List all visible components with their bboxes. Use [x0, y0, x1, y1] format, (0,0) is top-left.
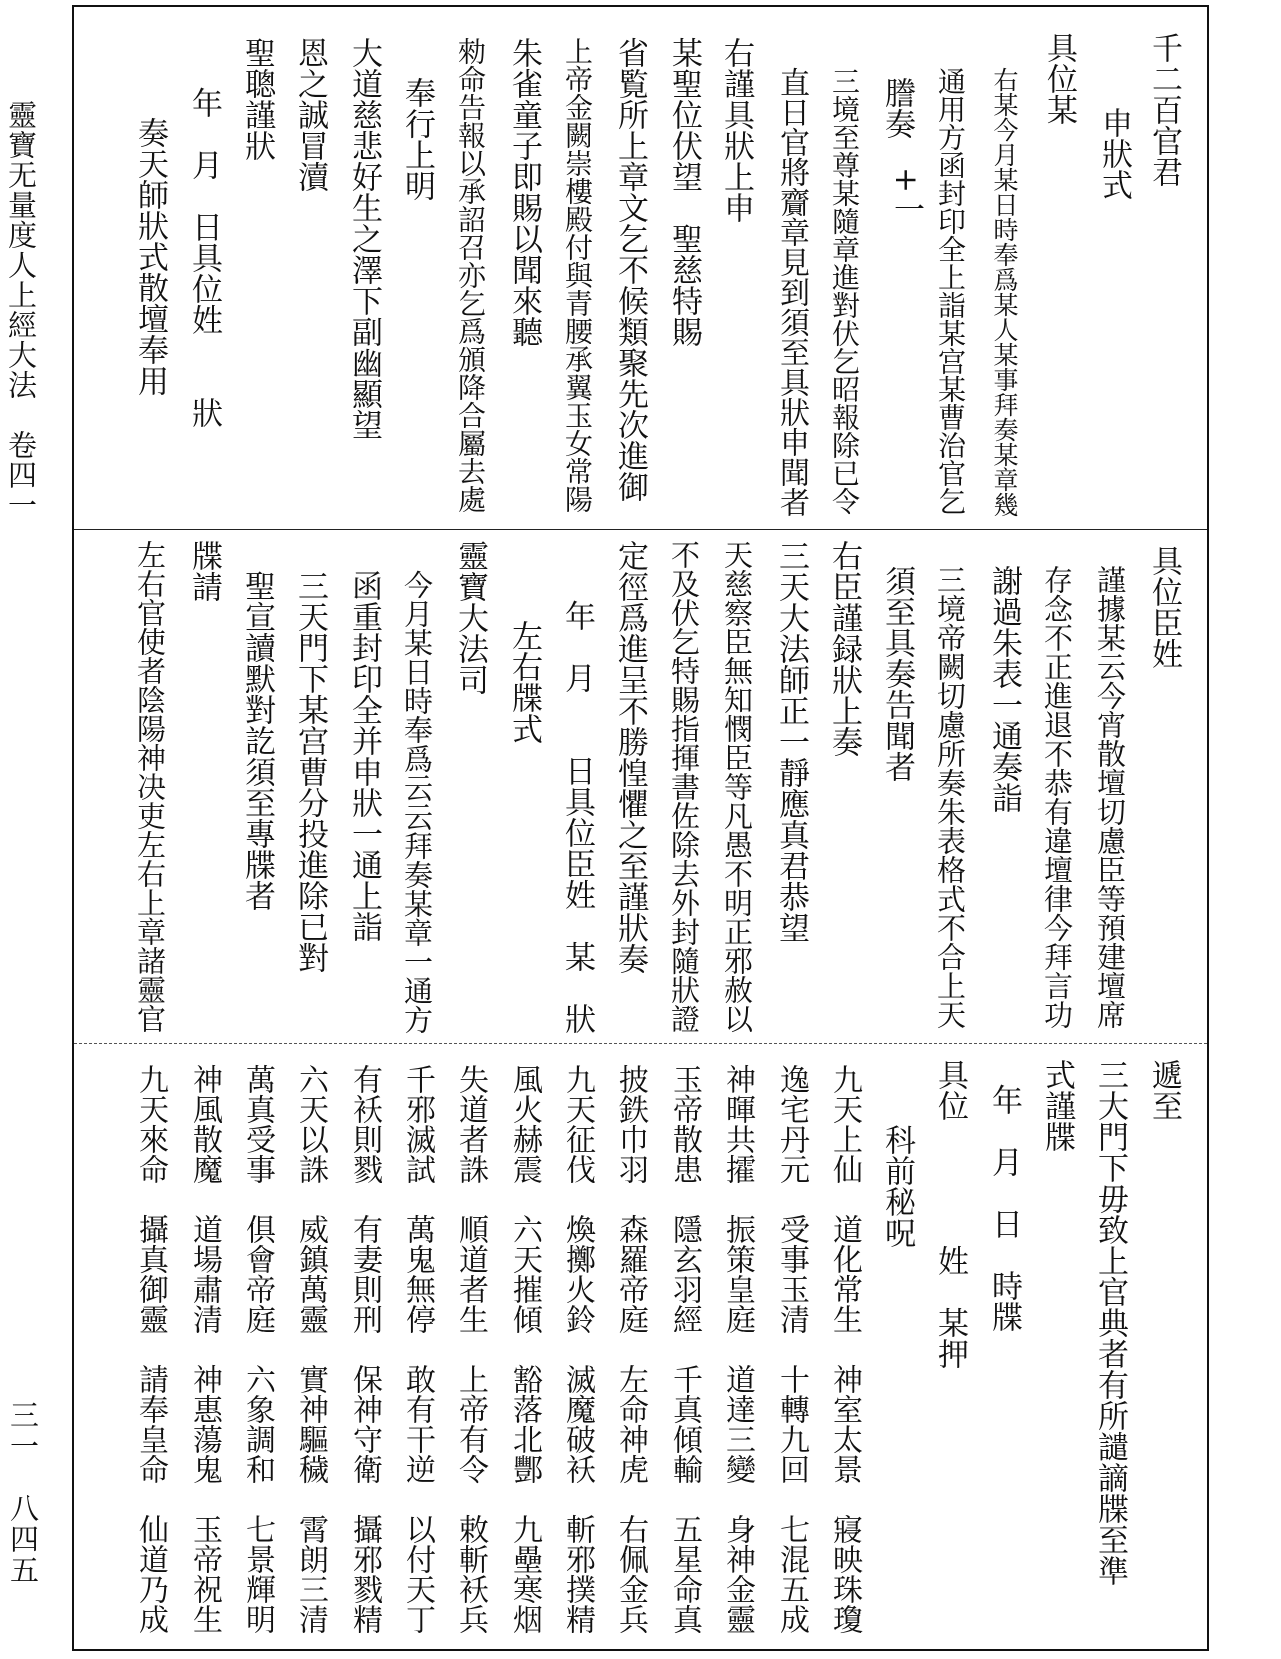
- text-column: 九天征伐 煥擲火鈴 滅魔破袄 斬邪撲精: [560, 1064, 595, 1634]
- text-column: 右謹具狀上申: [718, 37, 754, 223]
- text-column: 某聖位伏望 聖慈特賜: [666, 37, 702, 347]
- text-column: 九天來命 攝真御靈 請奉皇命 仙道乃成: [133, 1064, 168, 1634]
- text-column: 聖宣讀默對訖須至專牒者: [239, 570, 275, 911]
- text-column: 申狀式: [1096, 107, 1132, 200]
- text-column: 具位臣姓: [1146, 545, 1182, 669]
- text-column: 通用方函封印全上詣某宫某曹治官乞: [934, 67, 967, 515]
- text-column: 有袄則戮 有妻則刑 保神守衛 攝邪戮精: [347, 1064, 382, 1634]
- text-column: 謹據某云今宵散壇切慮臣等預建壇席: [1093, 565, 1127, 1029]
- text-column: 函重封印全并申狀一通上詣: [346, 570, 382, 942]
- text-column: 右臣謹録狀上奏: [826, 540, 862, 757]
- text-column: 今月某日時奉爲云云拜奏某章一通方: [400, 570, 434, 1034]
- text-column: 年 月 日具位姓 狀: [186, 87, 222, 428]
- text-column: 省覧所上章文乞不候類聚先次進御: [612, 37, 648, 502]
- book-title-margin: 靈寶无量度人上經大法 卷四一: [4, 100, 38, 520]
- text-column: 千邪滅試 萬鬼無停 敢有干逆 以付天丁: [400, 1064, 435, 1634]
- text-column: 三天大法師正一靜應真君恭望: [773, 540, 809, 943]
- page-frame: [72, 5, 1209, 1651]
- text-column: 披鉄巾羽 森羅帝庭 左命神虎 右佩金兵: [613, 1064, 648, 1634]
- text-column: 神暉共攉 振策皇庭 道達三變 身神金靈: [720, 1064, 755, 1634]
- text-column: 玉帝散患 隱玄羽經 千真傾輸 五星命真: [667, 1064, 702, 1634]
- register-bottom: [74, 1044, 1207, 1651]
- text-column: 萬真受事 俱會帝庭 六象調和 七景輝明: [240, 1064, 275, 1634]
- text-column: 失道者誅 順道者生 上帝有令 敕斬袄兵: [453, 1064, 488, 1634]
- text-column: 靈寶大法司: [452, 540, 488, 695]
- text-column: 科前秘呪: [879, 1124, 915, 1248]
- text-column: 謄奏: [879, 77, 915, 139]
- text-column: 年 月 日具位臣姓 某 狀: [559, 600, 595, 1034]
- text-column: 六天以誅 威鎮萬靈 實神驅穢 霄朗三清: [293, 1064, 328, 1634]
- text-column: 聖聰謹狀: [239, 37, 275, 161]
- text-column: 奏天師狀式散壇奉用: [132, 117, 168, 396]
- text-column: 具位某: [1041, 32, 1077, 125]
- text-column: 式謹牒: [1039, 1059, 1075, 1152]
- register-middle: [74, 530, 1207, 1043]
- text-column: 年 月 日 時牒: [986, 1084, 1022, 1332]
- text-column: 定徑爲進呈不勝惶懼之至謹狀奏: [612, 540, 648, 974]
- text-column: 牒請: [186, 540, 222, 602]
- text-column: 勑命告報以承詔召亦乞爲頒降合屬去處: [454, 37, 487, 513]
- text-column: 謝過朱表一通奏詣: [986, 565, 1022, 813]
- text-column: 右某今月某日時奉爲某人某事拜奏某章幾: [990, 67, 1019, 517]
- text-column: 恩之誠冒瀆: [292, 37, 328, 192]
- text-column: 神風散魔 道場肅清 神惠蕩鬼 玉帝祝生: [187, 1064, 222, 1634]
- text-column: 左右牒式: [506, 620, 542, 744]
- text-column: 不及伏乞特賜指揮書佐除去外封隨狀證: [667, 540, 701, 1033]
- text-column: 三大門下毋致上官典者有所譴謫牒至準: [1092, 1059, 1128, 1586]
- text-column: 具位 姓 某押: [932, 1059, 968, 1369]
- text-column: 千二百官君: [1146, 32, 1182, 187]
- text-column: 三天門下某宫曹分投進除已對: [292, 570, 328, 973]
- text-column: 九天上仙 道化常生 神室太景 寢映珠瓊: [827, 1064, 862, 1634]
- text-column: 三境至尊某隨章進對伏乞昭報除已令: [828, 67, 861, 515]
- text-column: 三境帝闕切慮所奏朱表格式不合上天: [933, 565, 967, 1029]
- text-column: 朱雀童子即賜以聞來聽: [506, 37, 542, 347]
- text-column: 風火赫震 六天摧傾 豁落北酆 九壘寒烟: [507, 1064, 542, 1634]
- text-column: 遞至: [1146, 1059, 1182, 1121]
- text-column: 須至具奏告聞者: [879, 565, 915, 782]
- text-column: 奉行上明: [399, 77, 435, 201]
- page-number-margin: 三一 八四五: [6, 1400, 40, 1586]
- register-top: [74, 7, 1207, 529]
- text-column: +一: [888, 167, 924, 224]
- text-column: 左右官使者陰陽神决吏左右上章諸靈官: [133, 540, 167, 1033]
- text-column: 逸宅丹元 受事玉清 十轉九回 七混五成: [774, 1064, 809, 1634]
- text-column: 存念不正進退不恭有違壇律今拜言功: [1040, 565, 1074, 1029]
- text-column: 天慈察臣無知憫臣等凡愚不明正邪赦以: [720, 540, 754, 1033]
- text-column: 上帝金闕崇樓殿付與青腰承翼玉女常陽: [561, 37, 594, 513]
- text-column: 直日官將齎章見到須至具狀申聞者: [774, 67, 809, 517]
- text-column: 大道慈悲好生之澤下副幽顯望: [346, 37, 382, 440]
